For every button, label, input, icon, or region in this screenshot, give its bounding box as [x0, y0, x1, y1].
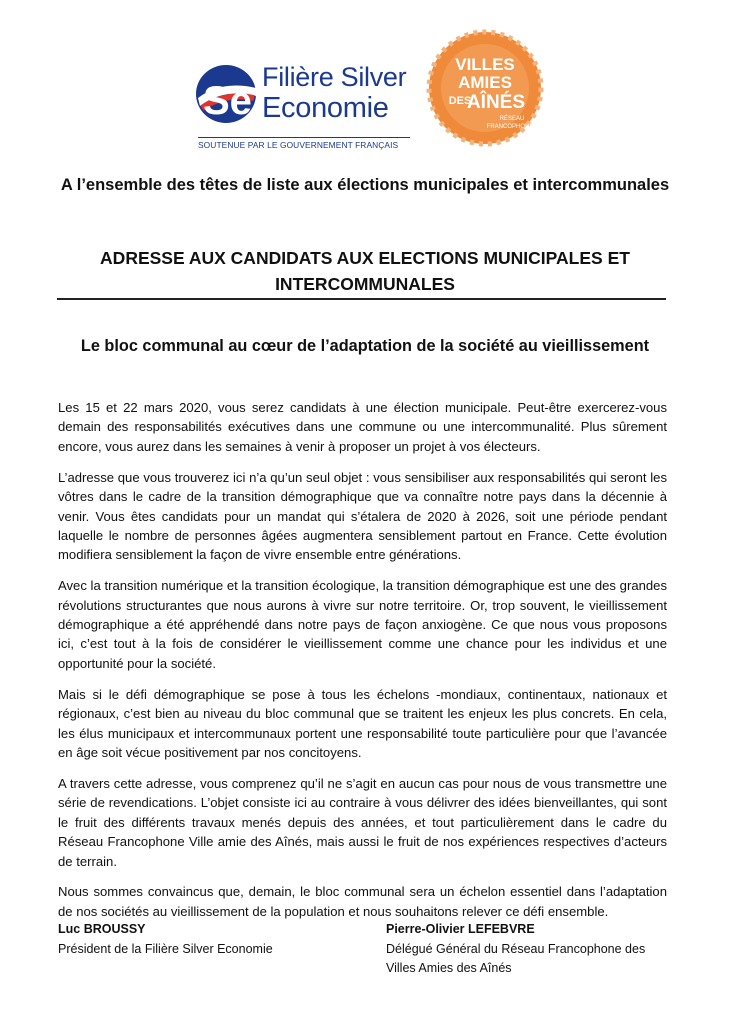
signatory-role: Président de la Filière Silver Economie	[58, 941, 273, 956]
silver-economie-logo	[192, 52, 414, 152]
body-paragraph: L’adresse que vous trouverez ici n’a qu’un seul objet : vous sensibiliser aux responsabilités qui seront les vôtres dans le cadre de la transition démographique que va connaître notre pays dans la décennie à venir. Vous êtes candidats pour un mandat qui s’étalera de 2020 à 2026, soit une période pendant laquelle le nombre de personnes âgées augmentera sensiblement partout en France. Cette évolution modifiera sensiblement la façon de vivre ensemble entre générations.	[58, 469, 667, 563]
signatory-name: Luc BROUSSY	[58, 922, 146, 936]
signatory-role-cont: Villes Amies des Aînés	[386, 961, 512, 975]
body-paragraph: Avec la transition numérique et la transition écologique, la transition démographique est une des grandes révolutions structurantes que nous aurons à vivre sur notre territoire. Or, trop souvent, le vieillissement démographique a été appréhendé dans notre pays de façon anxiogène. Ce que nous vous proposons ici, c’est tout à la fois de considérer le vieillissement comme une chance pour les individus et une opportunité pour la société.	[58, 578, 667, 671]
signatory-name: Pierre-Olivier LEFEBVRE	[386, 922, 535, 936]
body-paragraph: Les 15 et 22 mars 2020, vous serez candidats à une élection municipale. Peut-être exercerez-vous demain des responsabilités exécutives dans une commune ou une intercommunalité. Plus sûrement encore, vous aurez dans les semaines à venir à proposer un projet à vos électeurs.	[58, 400, 667, 454]
villes-line1: VILLES	[455, 55, 515, 74]
villes-amies-logo	[420, 28, 550, 148]
silver-brand-line1: Filière Silver	[262, 62, 407, 92]
letter-body	[58, 398, 667, 933]
body-paragraph: Mais si le défi démographique se pose à tous les échelons -mondiaux, continentaux, nationaux et régionaux, c’est bien au niveau du bloc communal que se traitent les enjeux les plus concrets. En cela, les élus municipaux et intercommunaux portent une responsabilité toute particulière pour que l’avancée en âge soit vécue positivement par nos concitoyens.	[58, 686, 667, 760]
villes-sub1: RÉSEAU	[499, 116, 525, 122]
silver-brand-line2: Economie	[262, 92, 389, 124]
villes-amies-badge	[420, 28, 550, 148]
villes-sub2: FRANCOPHONE	[486, 124, 534, 130]
silver-mark-letters: Se	[203, 79, 252, 123]
signature-block-broussy	[58, 920, 338, 959]
body-paragraph: Nous sommes convaincus que, demain, le bloc communal sera un échelon essentiel dans l’adaptation de nos sociétés au vieillissement de la population et nous souhaitons relever ce défi ensemble.	[58, 884, 667, 919]
body-paragraph: A travers cette adresse, vous comprenez qu’il ne s’agit en aucun cas pour nous de vous transmettre une série de revendications. L’objet consiste ici au contraire à vous délivrer des idées bienveillantes, qui sont le fruit des différents travaux menés depuis des années, et tout particulièrement dans le cadre du Réseau Francophone Ville amie des Aînés, mais aussi le fruit de nos expériences respectives d’acteurs de terrain.	[58, 775, 667, 869]
villes-line3: DES	[448, 95, 472, 107]
page-subtitle: Le bloc communal au cœur de l’adaptation de la société au vieillissement	[80, 337, 650, 355]
silver-tagline: SOUTENUE PAR LE GOUVERNEMENT FRANÇAIS	[198, 137, 410, 150]
logos-header	[0, 28, 730, 148]
addressee-line: A l’ensemble des têtes de liste aux élections municipales et intercommunales	[60, 176, 670, 194]
page-title	[60, 245, 670, 297]
title-line1: ADRESSE AUX CANDIDATS AUX ELECTIONS MUNICIPALES ET	[100, 248, 630, 268]
signature-block-lefebvre	[386, 920, 686, 979]
signatory-role: Délégué Général du Réseau Francophone des	[386, 941, 646, 956]
title-line2: INTERCOMMUNALES	[275, 274, 455, 294]
villes-line4: AÎNÉS	[466, 92, 526, 113]
title-divider	[57, 298, 666, 300]
villes-line2: AMIES	[458, 73, 512, 92]
silver-economie-mark	[192, 58, 260, 136]
